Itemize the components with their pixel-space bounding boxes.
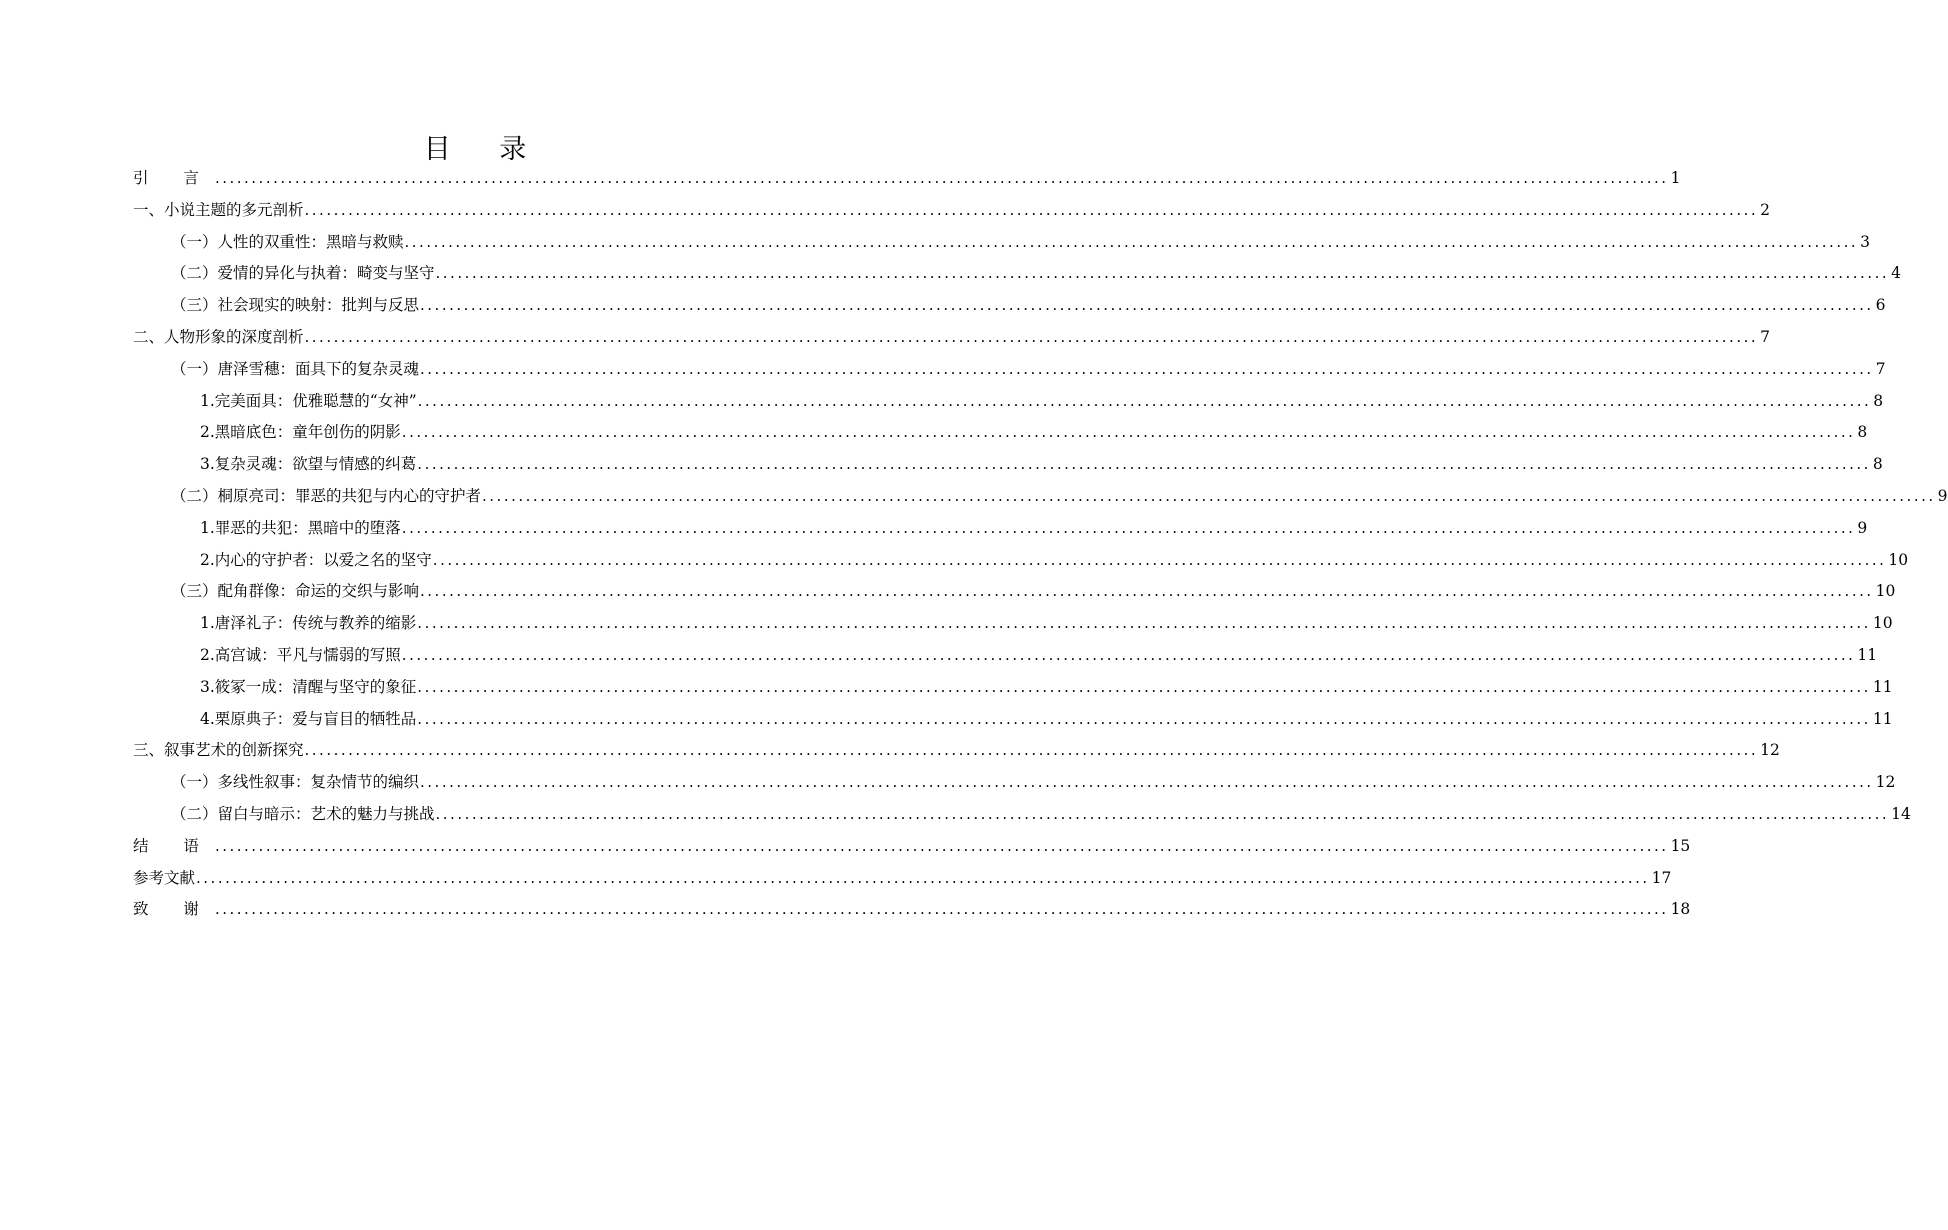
toc-dot-leader: ........................................................................................................................................................................................................: [417, 391, 1872, 410]
toc-entry-label: 3.复杂灵魂：欲望与情感的纠葛: [200, 455, 417, 474]
toc-dot-leader: ........................................................................................................................................................................................................: [401, 423, 1856, 442]
toc-entry[interactable]: [133, 576, 1896, 608]
toc-entry-label: 一、小说主题的多元剖析: [133, 200, 304, 219]
toc-entry-label: 3.筱冢一成：清醒与坚守的象征: [200, 677, 417, 696]
toc-dot-leader: ........................................................................................................................................................................................................: [420, 773, 1874, 792]
toc-dot-leader: ........................................................................................................................................................................................................: [214, 169, 1669, 187]
toc-dot-leader: ........................................................................................................................................................................................................: [304, 327, 1759, 346]
toc-page-number: 12: [1875, 773, 1896, 792]
toc-entry[interactable]: [133, 258, 1902, 290]
toc-entry[interactable]: [133, 863, 1672, 895]
toc-dot-leader: ........................................................................................................................................................................................................: [417, 455, 1871, 474]
toc-entry[interactable]: [133, 894, 1691, 926]
toc-entry-label: 致 谢: [133, 900, 214, 919]
toc-list: [133, 163, 1948, 926]
toc-entry-label: 引 言: [133, 169, 214, 187]
toc-entry-label: 二、人物形象的深度剖析: [133, 327, 304, 346]
toc-entry-label: 参考文献: [133, 868, 196, 887]
toc-page-number: 11: [1872, 709, 1893, 728]
toc-entry[interactable]: [133, 449, 1883, 481]
toc-page-number: 8: [1873, 391, 1884, 410]
toc-entry[interactable]: [133, 799, 1911, 831]
toc-page-number: 18: [1670, 900, 1691, 919]
toc-entry-label: （二）留白与暗示：艺术的魅力与挑战: [171, 804, 435, 823]
toc-dot-leader: ........................................................................................................................................................................................................: [435, 804, 1890, 823]
toc-dot-leader: ........................................................................................................................................................................................................: [435, 264, 1890, 283]
toc-entry-label: （一）人性的双重性：黑暗与救赎: [171, 232, 404, 251]
toc-page-number: 11: [1857, 645, 1878, 664]
toc-entry[interactable]: [133, 640, 1878, 672]
toc-entry-label: （一）多线性叙事：复杂情节的编织: [171, 773, 420, 792]
toc-dot-leader: ........................................................................................................................................................................................................: [420, 359, 1874, 378]
toc-page-number: 12: [1760, 741, 1780, 760]
toc-entry-label: （三）社会现实的映射：批判与反思: [171, 296, 420, 315]
toc-page-number: 9: [1857, 518, 1868, 537]
toc-entry-label: 2.内心的守护者：以爱之名的坚守: [200, 550, 432, 569]
toc-entry-label: 结 语: [133, 836, 214, 855]
toc-dot-leader: ........................................................................................................................................................................................................: [401, 645, 1856, 664]
toc-entry-label: 2.黑暗底色：童年创伤的阴影: [200, 423, 401, 442]
toc-page-number: 17: [1651, 868, 1672, 887]
toc-title: 目 录: [423, 134, 547, 165]
toc-entry-label: 1.唐泽礼子：传统与教养的缩影: [200, 614, 417, 633]
toc-page-number: 7: [1875, 359, 1886, 378]
toc-entry-label: （二）桐原亮司：罪恶的共犯与内心的守护者: [171, 486, 482, 505]
toc-dot-leader: ........................................................................................................................................................................................................: [417, 709, 1871, 728]
toc-entry[interactable]: [133, 704, 1893, 736]
toc-entry[interactable]: [133, 354, 1886, 386]
toc-entry[interactable]: [133, 386, 1884, 418]
toc-dot-leader: ........................................................................................................................................................................................................: [214, 836, 1669, 855]
toc-entry[interactable]: [133, 831, 1691, 863]
toc-entry-label: 三、叙事艺术的创新探究: [133, 741, 304, 760]
toc-page-number: 2: [1760, 200, 1771, 219]
toc-entry-label: （一）唐泽雪穗：面具下的复杂灵魂: [171, 359, 420, 378]
toc-entry-label: 1.罪恶的共犯：黑暗中的堕落: [200, 518, 401, 537]
toc-dot-leader: ........................................................................................................................................................................................................: [304, 741, 1759, 760]
toc-entry[interactable]: [133, 417, 1868, 449]
toc-page-number: 9: [1937, 486, 1948, 505]
toc-page-number: 8: [1872, 455, 1883, 474]
toc-entry-label: 1.完美面具：优雅聪慧的“女神”: [200, 391, 417, 410]
toc-page-number: 1: [1670, 169, 1681, 187]
toc-page-number: 10: [1872, 614, 1893, 633]
toc-dot-leader: ........................................................................................................................................................................................................: [196, 868, 1650, 887]
toc-page-number: 7: [1760, 327, 1771, 346]
toc-dot-leader: ........................................................................................................................................................................................................: [214, 900, 1669, 919]
toc-entry[interactable]: [133, 195, 1771, 227]
toc-page-number: 4: [1891, 264, 1902, 283]
toc-entry-label: 4.栗原典子：爱与盲目的牺牲品: [200, 709, 417, 728]
toc-dot-leader: ........................................................................................................................................................................................................: [417, 677, 1871, 696]
toc-page-number: 11: [1872, 677, 1893, 696]
toc-dot-leader: ........................................................................................................................................................................................................: [401, 518, 1856, 537]
toc-page-number: 14: [1891, 804, 1911, 823]
toc-page-number: 8: [1857, 423, 1868, 442]
toc-entry-label: 2.高宫诚：平凡与懦弱的写照: [200, 645, 401, 664]
toc-page-number: 3: [1860, 232, 1871, 251]
toc-entry[interactable]: [133, 290, 1886, 322]
toc-entry-label: （三）配角群像：命运的交织与影响: [171, 582, 420, 601]
toc-entry[interactable]: [133, 545, 1909, 577]
toc-entry[interactable]: [133, 672, 1893, 704]
toc-page-number: 6: [1875, 296, 1886, 315]
toc-entry-label: （二）爱情的异化与执着：畸变与坚守: [171, 264, 435, 283]
toc-dot-leader: ........................................................................................................................................................................................................: [432, 550, 1887, 569]
toc-entry[interactable]: [133, 608, 1893, 640]
toc-entry[interactable]: [133, 227, 1871, 259]
toc-dot-leader: ........................................................................................................................................................................................................: [404, 232, 1859, 251]
toc-entry[interactable]: [133, 735, 1780, 767]
toc-entry[interactable]: [133, 513, 1868, 545]
toc-page-number: 10: [1888, 550, 1909, 569]
toc-dot-leader: ........................................................................................................................................................................................................: [417, 614, 1871, 633]
toc-dot-leader: ........................................................................................................................................................................................................: [420, 582, 1874, 601]
toc-entry[interactable]: [133, 767, 1896, 799]
toc-dot-leader: ........................................................................................................................................................................................................: [420, 296, 1874, 315]
toc-entry[interactable]: [133, 163, 1681, 195]
toc-dot-leader: ........................................................................................................................................................................................................: [482, 486, 1936, 505]
toc-entry[interactable]: [133, 322, 1771, 354]
toc-page-number: 10: [1875, 582, 1896, 601]
toc-dot-leader: ........................................................................................................................................................................................................: [304, 200, 1759, 219]
toc-entry[interactable]: [133, 481, 1948, 513]
toc-page-number: 15: [1670, 836, 1691, 855]
